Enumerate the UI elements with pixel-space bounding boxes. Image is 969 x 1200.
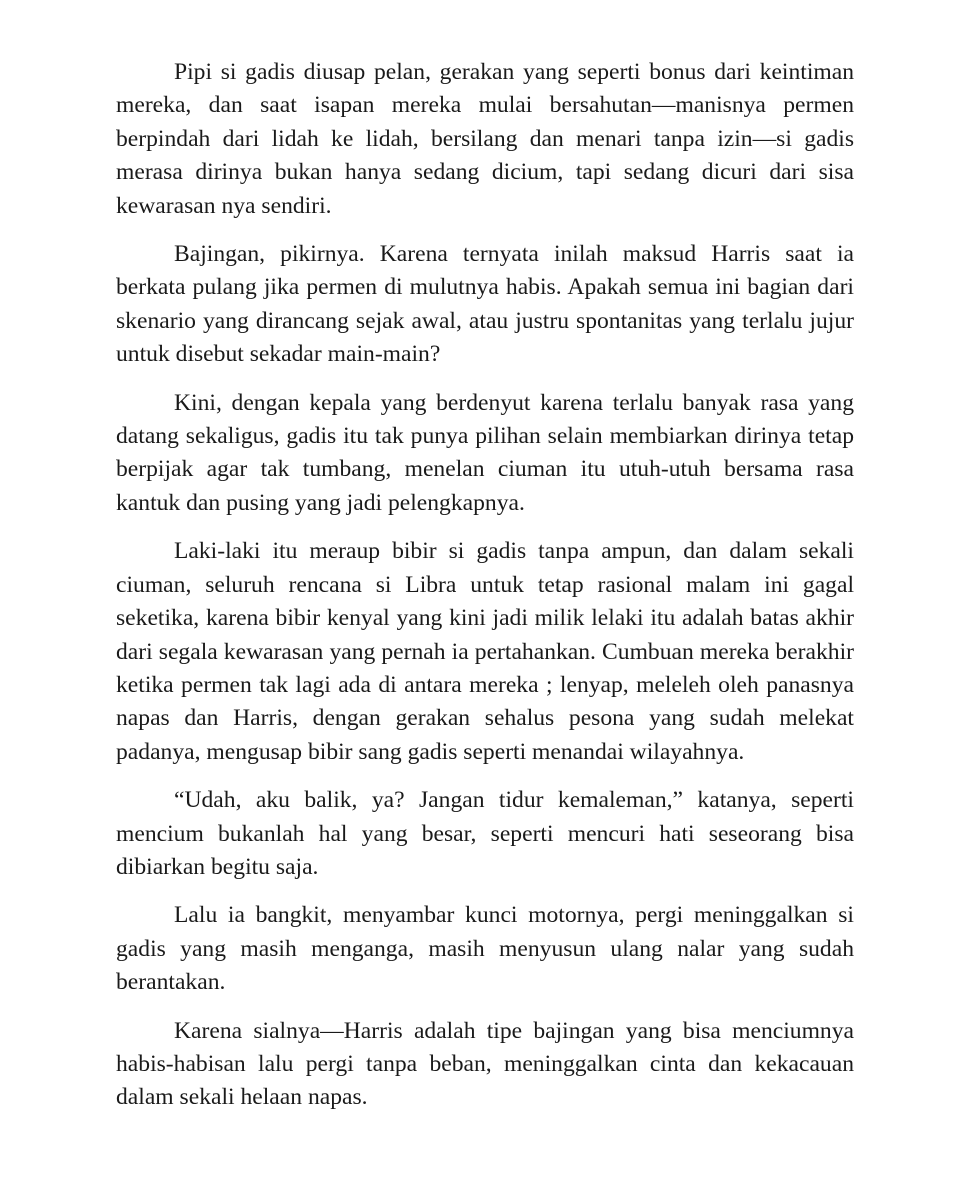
paragraph-4: Laki-laki itu meraup bibir si gadis tanpa ampun, dan dalam sekali ciuman, seluruh rencana si Libra untuk tetap rasional malam ini gagal seketika, karena bibir kenyal yang kini jadi milik lelaki itu adalah batas akhir dari segala kewarasan yang pernah ia pertahankan. Cumbuan mereka berakhir ketika permen tak lagi ada di antara mereka ; lenyap, meleleh oleh panasnya napas dan Harris, dengan gerakan sehalus pesona yang sudah melekat padanya, mengusap bibir sang gadis seperti menandai wilayahnya.: [116, 538, 854, 765]
paragraph-3: Kini, dengan kepala yang berdenyut karena terlalu banyak rasa yang datang sekaligus, gadis itu tak punya pilihan selain membiarkan dirinya tetap berpijak agar tak tumbang, menelan ciuman itu utuh-utuh bersama rasa kantuk dan pusing yang jadi pelengkapnya.: [116, 389, 854, 516]
paragraph-2: Bajingan, pikirnya. Karena ternyata inilah maksud Harris saat ia berkata pulang jika permen di mulutnya habis. Apakah semua ini bagian dari skenario yang dirancang sejak awal, atau justru spontanitas yang terlalu jujur untuk disebut sekadar main-main?: [116, 241, 854, 368]
paragraph-6: Lalu ia bangkit, menyambar kunci motornya, pergi meninggalkan si gadis yang masih menganga, masih menyusun ulang nalar yang sudah berantakan.: [116, 902, 854, 996]
paragraph-7: Karena sialnya—Harris adalah tipe bajingan yang bisa menciumnya habis-habisan lalu pergi tanpa beban, meninggalkan cinta dan kekacauan dalam sekali helaan napas.: [116, 1017, 854, 1111]
document-page: [116, 56, 854, 1130]
paragraph-5: “Udah, aku balik, ya? Jangan tidur kemaleman,” katanya, seperti mencium bukanlah hal yang besar, seperti mencuri hati seseorang bisa dibiarkan begitu saja.: [116, 787, 854, 880]
paragraph-1: Pipi si gadis diusap pelan, gerakan yang seperti bonus dari keintiman mereka, dan saat isapan mereka mulai bersahutan—manisnya permen berpindah dari lidah ke lidah, bersilang dan menari tanpa izin—si gadis merasa dirinya bukan hanya sedang dicium, tapi sedang dicuri dari sisa kewarasan nya sendiri.: [116, 59, 854, 219]
